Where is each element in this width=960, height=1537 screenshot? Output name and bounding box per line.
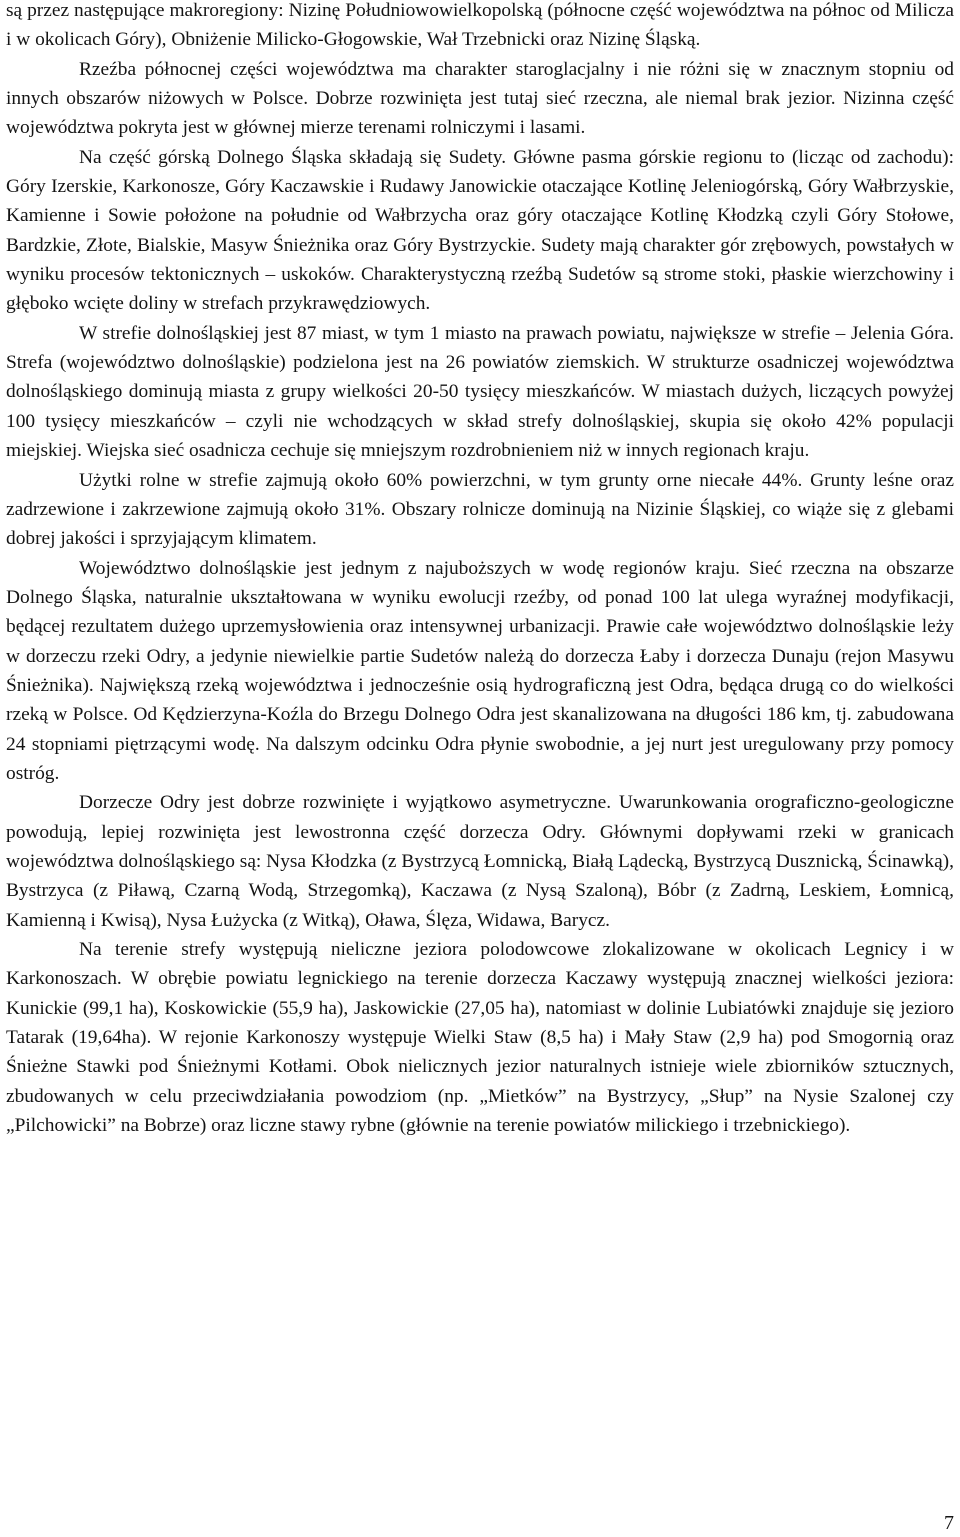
paragraph-6: Województwo dolnośląskie jest jednym z najuboższych w wodę regionów kraju. Sieć rzeczna na obszarze Dolnego Śląska, naturalnie ukształtowana w wyniku ewolucji rzeźby, od ponad 100 lat ulega wyraźnej modyfikacji, będącej rezultatem dużego uprzemysłowienia oraz intensywnej urbanizacji. Prawie całe województwo dolnośląskie leży w dorzeczu rzeki Odry, a jedynie niewielkie partie Sudetów należą do dorzecza Łaby i dorzecza Dunaju (rejon Masywu Śnieżnika). Największą rzeką województwa i jednocześnie osią hydrograficzną jest Odra, będąca drugą co do wielkości rzeką w Polsce. Od Kędzierzyna-Koźla do Brzegu Dolnego Odra jest skanalizowana na długości 186 km, tj. zabudowana 24 stopniami piętrzącymi wodę. Na dalszym odcinku Odra płynie swobodnie, a jej nurt jest uregulowany przy pomocy ostróg. bbox=[6, 557, 954, 784]
body-text bbox=[6, 0, 954, 1140]
paragraph-5: Użytki rolne w strefie zajmują około 60% powierzchni, w tym grunty orne niecałe 44%. Grunty leśne oraz zadrzewione i zakrzewione zajmują około 31%. Obszary rolnicze dominują na Nizinie Śląskiej, co wiąże się z glebami dobrej jakości i sprzyjającym klimatem. bbox=[6, 469, 954, 550]
page-number: 7 bbox=[944, 1512, 954, 1534]
paragraph-1: są przez następujące makroregiony: Nizinę Południowowielkopolską (północne część województwa na północ od Milicza i w okolicach Góry), Obniżenie Milicko-Głogowskie, Wał Trzebnicki oraz Nizinę Śląską. bbox=[6, 0, 954, 51]
paragraph-4: W strefie dolnośląskiej jest 87 miast, w tym 1 miasto na prawach powiatu, największe w strefie – Jelenia Góra. Strefa (województwo dolnośląskie) podzielona jest na 26 powiatów ziemskich. W strukturze osadniczej województwa dolnośląskiego dominują miasta z grupy wielkości 20-50 tysięcy mieszkańców. W miastach dużych, liczących powyżej 100 tysięcy mieszkańców – czyli nie wchodzących w skład strefy dolnośląskiej, skupia się około 42% populacji miejskiej. Wiejska sieć osadnicza cechuje się mniejszym rozdrobnieniem niż w innych regionach kraju. bbox=[6, 322, 954, 462]
paragraph-7: Dorzecze Odry jest dobrze rozwinięte i wyjątkowo asymetryczne. Uwarunkowania orograficzno-geologiczne powodują, lepiej rozwinięta jest lewostronna część dorzecza Odry. Głównymi dopływami rzeki w granicach województwa dolnośląskiego są: Nysa Kłodzka (z Bystrzycą Łomnicką, Białą Lądecką, Bystrzycą Dusznicką, Ścinawką), Bystrzyca (z Piławą, Czarną Wodą, Strzegomką), Kaczawa (z Nysą Szaloną), Bóbr (z Zadrną, Leskiem, Łomnicą, Kamienną i Kwisą), Nysa Łużycka (z Witką), Oława, Ślęza, Widawa, Barycz. bbox=[6, 792, 954, 931]
paragraph-8: Na terenie strefy występują nieliczne jeziora polodowcowe zlokalizowane w okolicach Legnicy i w Karkonoszach. W obrębie powiatu legnickiego na terenie dorzecza Kaczawy występują znacznej wielkości jeziora: Kunickie (99,1 ha), Koskowickie (55,9 ha), Jaskowickie (27,05 ha), natomiast w dolinie Lubiatówki znajduje się jezioro Tatarak (19,64ha). W rejonie Karkonoszy występuje Wielki Staw (8,5 ha) i Mały Staw (2,9 ha) pod Smogornią oraz Śnieżne Stawki pod Śnieżnymi Kotłami. Obok nielicznych jezior naturalnych istnieje wiele zbiorników sztucznych, zbudowanych w celu przeciwdziałania powodziom (np. „Mietków” na Bystrzycy, „Słup” na Nysie Szalonej czy „Pilchowicki” na Bobrze) oraz liczne stawy rybne (głównie na terenie powiatów milickiego i trzebnickiego). bbox=[6, 939, 954, 1137]
paragraph-3: Na część górską Dolnego Śląska składają się Sudety. Główne pasma górskie regionu to (licząc od zachodu): Góry Izerskie, Karkonosze, Góry Kaczawskie i Rudawy Janowickie otaczające Kotlinę Jeleniogórską, Góry Wałbrzyskie, Kamienne i Sowie położone na południe od Wałbrzycha oraz góry otaczające Kotlinę Kłodzką czyli Góry Stołowe, Bardzkie, Złote, Bialskie, Masyw Śnieżnika oraz Góry Bystrzyckie. Sudety mają charakter gór zrębowych, powstałych w wyniku procesów tektonicznych – uskoków. Charakterystyczną rzeźbą Sudetów są strome stoki, płaskie wierzchowiny i głęboko wcięte doliny w strefach przykrawędziowych. bbox=[6, 146, 954, 315]
paragraph-2: Rzeźba północnej części województwa ma charakter staroglacjalny i nie różni się w znacznym stopniu od innych obszarów niżowych w Polsce. Dobrze rozwinięta jest tutaj sieć rzeczna, ale niemal brak jezior. Nizinna część województwa pokryta jest w głównej mierze terenami rolniczymi i lasami. bbox=[6, 58, 954, 139]
